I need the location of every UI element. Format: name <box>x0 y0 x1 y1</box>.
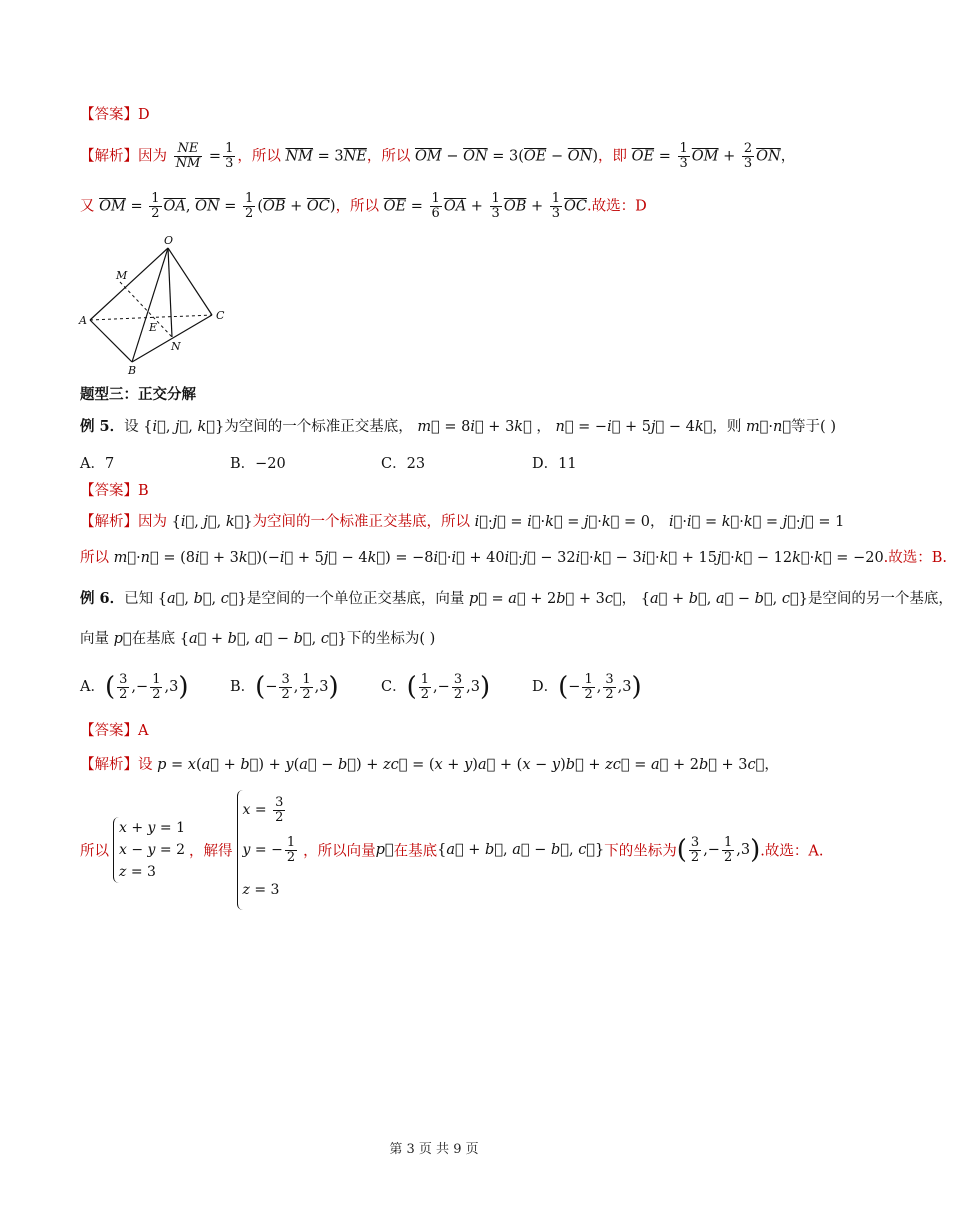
ex6-option-d[interactable]: D．(− $\frac{1}{2}$ , $\frac{3}{2}$ ,3) <box>532 671 642 702</box>
solution-system: x = $\frac{3}{2}$ y = − $\frac{1}{2}$ z = 3 <box>237 790 300 910</box>
answer-value: D <box>138 107 150 123</box>
example-6-question-1: 例 6．已知 {a⃗, b⃗, c⃗}是空间的一个单位正交基底，向量 p⃗ = a⃗ + 2b⃗ + 3c⃗， {a⃗ + b⃗, a⃗ − b⃗, c⃗}是空间的另一个基底， <box>80 590 953 607</box>
label-B: B <box>128 364 137 377</box>
label-C: C <box>216 309 225 322</box>
ex6-answer-line: 【答案】A <box>80 723 149 739</box>
answer-label: 【答案】 <box>80 107 138 123</box>
ex5-analysis-line-2: 所以 m⃗·n⃗ = (8i⃗ + 3k⃗)(−i⃗ + 5j⃗ − 4k⃗) = −8i⃗·i⃗ + 40i⃗·j⃗ − 32i⃗·k⃗ − 3i⃗·k⃗ + 15j⃗·k⃗ − 12k⃗·k⃗ = −20.故选：B. <box>80 550 948 566</box>
example-5-question: 例 5．设 {i⃗, j⃗, k⃗}为空间的一个标准正交基底， m⃗ = 8i⃗ + 3k⃗ ， n⃗ = −i⃗ + 5j⃗ − 4k⃗，则 m⃗·n⃗等于( ) <box>80 418 836 435</box>
section-title: 题型三：正交分解 <box>80 386 196 403</box>
ex5-analysis-line-1: 【解析】因为 {i⃗, j⃗, k⃗}为空间的一个标准正交基底，所以 i⃗·j⃗ = i⃗·k⃗ = j⃗·k⃗ = 0， i⃗·i⃗ = k⃗·k⃗ = j⃗·j⃗ = 1 <box>80 514 845 530</box>
ex6-option-a[interactable]: A．( $\frac{3}{2}$ ,− $\frac{1}{2}$ ,3) <box>80 671 189 702</box>
ex6-option-b[interactable]: B．(− $\frac{3}{2}$ , $\frac{1}{2}$ ,3) <box>230 671 339 702</box>
label-A: A <box>79 314 87 327</box>
label-N: N <box>171 340 181 353</box>
analysis-line-1: 【解析】因为 $\frac{NE}{NM}$ = $\frac{1}{3}$ ，所以 $\overline{NM} = 3\overline{NE}$，所以 $\overline{OM} - \overline{ON} = 3(\overline{OE} - \overline{ON})$，即 $\overline{OE}$ = $\frac{1}{3}$ $\overline{OM}$ + $\frac{2}{3}$ $\overline{ON}$， <box>80 141 796 171</box>
tetrahedron-figure <box>76 230 236 375</box>
ex6-option-c[interactable]: C．( $\frac{1}{2}$ ,− $\frac{3}{2}$ ,3) <box>381 671 491 702</box>
ex5-option-b[interactable]: B．−20 <box>230 456 286 472</box>
ex5-option-c[interactable]: C．23 <box>381 456 426 472</box>
example-6-question-2: 向量 p⃗在基底 {a⃗ + b⃗, a⃗ − b⃗, c⃗}下的坐标为( ) <box>80 631 436 647</box>
ex5-option-d[interactable]: D．11 <box>532 456 577 472</box>
answer-line-1 <box>80 104 150 126</box>
label-O: O <box>164 234 174 247</box>
label-E: E <box>149 321 158 334</box>
equation-system: x + y = 1 x − y = 2 z = 3 <box>113 817 185 883</box>
fraction-ne-nm: $\frac{NE}{NM}$ <box>175 141 201 171</box>
analysis-label: 【解析】 <box>80 148 138 165</box>
ex5-answer-value: B <box>138 483 149 499</box>
example-5-label: 例 5． <box>80 418 125 435</box>
label-M: M <box>116 269 128 282</box>
analysis-line-2: 又 $\overline{OM}$ = $\frac{1}{2}$ $\overline{OA}$, $\overline{ON}$ = $\frac{1}{2}$ $(\overline{OB} + \overline{OC})$，所以 $\overline{OE}$ = $\frac{1}{6}$ $\overline{OA}$ + $\frac{1}{3}$ $\overline{OB}$ + $\frac{1}{3}$ $\overline{OC}$.故选：D <box>80 191 647 221</box>
ex5-option-a[interactable]: A．7 <box>80 456 115 472</box>
page-footer: 第 3 页 共 9 页 <box>389 1142 479 1157</box>
ex5-answer-line: 【答案】B <box>80 483 149 499</box>
example-6-label: 例 6． <box>80 590 125 607</box>
ex6-analysis-line-1: 【解析】设 p = x(a⃗ + b⃗) + y(a⃗ − b⃗) + zc⃗ = (x + y)a⃗ + (x − y)b⃗ + zc⃗ = a⃗ + 2b⃗ + 3c⃗， <box>80 757 779 773</box>
ex6-answer-value: A <box>138 723 149 739</box>
ex6-analysis-line-2: 所以 x + y = 1 x − y = 2 z = 3 ，解得 x = $\frac{3}{2}$ y = − $\frac{1}{2}$ z = 3 ，所以向量p⃗在基底{a⃗ + b⃗, a⃗ − b⃗, c⃗}下的坐标为( $\frac{3}{2}$ ,− $\frac{1}{2}$ ,3).故选：A. <box>80 790 823 910</box>
